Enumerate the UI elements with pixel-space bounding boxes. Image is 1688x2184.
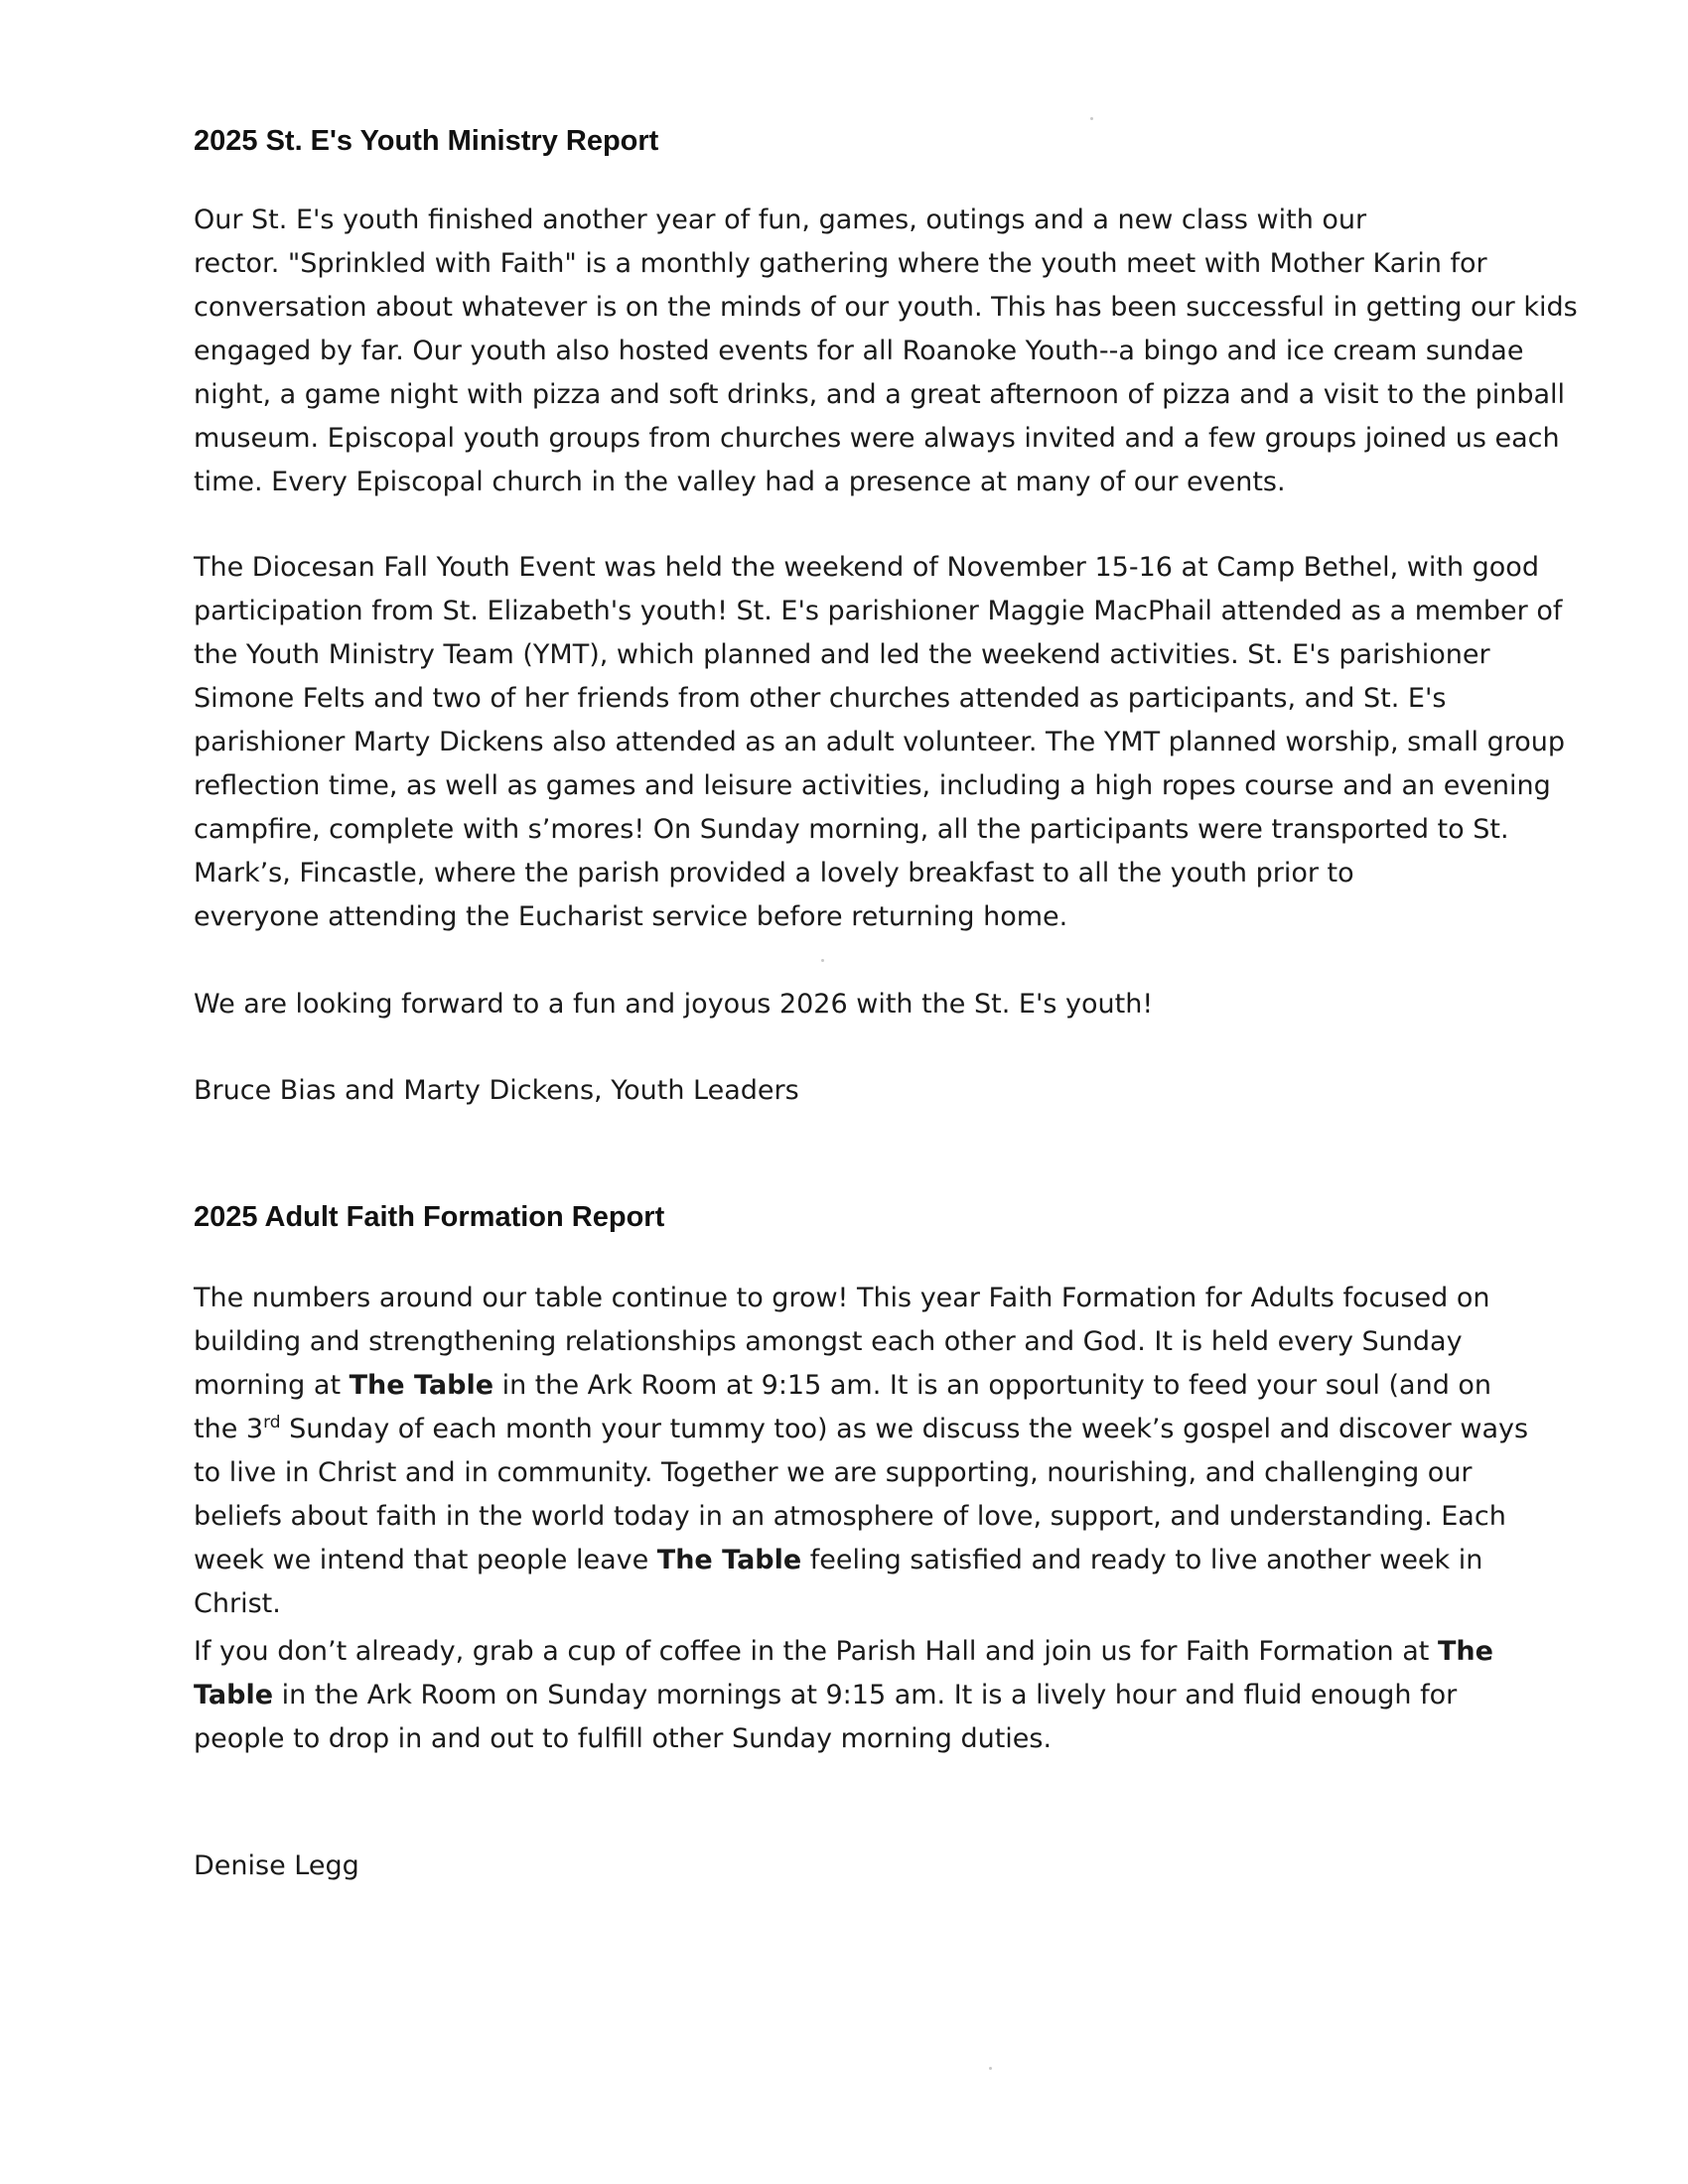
youth-p1-line-6: museum. Episcopal youth groups from churches were always invited and a few groups joined us each xyxy=(194,423,1560,454)
youth-p2-line-1: The Diocesan Fall Youth Event was held the weekend of November 15-16 at Camp Bethel, with good xyxy=(194,552,1539,583)
the-table-emphasis: The xyxy=(1437,1636,1493,1667)
youth-report-title-block xyxy=(194,121,1574,161)
youth-p2-line-7: campfire, complete with s’mores! On Sunday morning, all the participants were transported to St. xyxy=(194,814,1509,845)
youth-report-paragraph-1 xyxy=(194,199,1578,504)
the-table-emphasis: The Table xyxy=(656,1545,802,1575)
youth-p1-line-1: Our St. E's youth finished another year of fun, games, outings and a new class with our xyxy=(194,205,1367,235)
adult-paragraph-1-text xyxy=(194,1277,1574,1626)
adult-paragraph-2-text xyxy=(194,1630,1574,1761)
youth-p2-line-6: reflection time, as well as games and leisure activities, including a high ropes course and an evening xyxy=(194,770,1551,801)
adult-p2-line-3: people to drop in and out to fulfill other Sunday morning duties. xyxy=(194,1723,1053,1754)
adult-p1-line-6: beliefs about faith in the world today in an atmosphere of love, support, and understanding. Each xyxy=(194,1501,1506,1532)
youth-p2-line-4: Simone Felts and two of her friends from other churches attended as participants, and St. E's xyxy=(194,683,1447,714)
youth-p1-line-5: night, a game night with pizza and soft drinks, and a great afternoon of pizza and a visit to the pinball xyxy=(194,379,1566,410)
adult-p1-line-7: week we intend that people leave The Table feeling satisfied and ready to live another week in xyxy=(194,1545,1483,1575)
youth-p2-line-9: everyone attending the Eucharist service before returning home. xyxy=(194,901,1068,932)
adult-p2-line-1: If you don’t already, grab a cup of coffee in the Parish Hall and join us for Faith Formation at The xyxy=(194,1636,1493,1667)
adult-p2-line-2: Table in the Ark Room on Sunday mornings at 9:15 am. It is a lively hour and fluid enough for xyxy=(194,1680,1458,1710)
youth-p2-line-2: participation from St. Elizabeth's youth! St. E's parishioner Maggie MacPhail attended as a member of xyxy=(194,596,1563,626)
youth-p1-line-2: rector. "Sprinkled with Faith" is a monthly gathering where the youth meet with Mother Karin for xyxy=(194,248,1487,279)
ordinal-superscript: rd xyxy=(263,1413,281,1433)
scan-speck xyxy=(1090,117,1093,120)
adult-p1-line-4: the 3rd Sunday of each month your tummy too) as we discuss the week’s gospel and discover ways xyxy=(194,1413,1529,1444)
adult-p1-line-1: The numbers around our table continue to grow! This year Faith Formation for Adults focused on xyxy=(194,1283,1490,1313)
youth-paragraph-2-text xyxy=(194,546,1574,939)
youth-report-signature-block xyxy=(194,1069,1574,1113)
youth-p1-line-3: conversation about whatever is on the minds of our youth. This has been successful in getting our kids xyxy=(194,292,1578,323)
youth-paragraph-1-text xyxy=(194,199,1578,504)
adult-p1-line-2: building and strengthening relationships amongst each other and God. It is held every Sunday xyxy=(194,1326,1463,1357)
youth-report-title: 2025 St. E's Youth Ministry Report xyxy=(194,125,659,157)
youth-report-signature: Bruce Bias and Marty Dickens, Youth Leaders xyxy=(194,1075,799,1106)
adult-report-signature: Denise Legg xyxy=(194,1850,359,1881)
adult-p1-line-3: morning at The Table in the Ark Room at 9:15 am. It is an opportunity to feed your soul (and on xyxy=(194,1370,1492,1401)
youth-report-paragraph-2 xyxy=(194,546,1574,939)
adult-report-title: 2025 Adult Faith Formation Report xyxy=(194,1201,665,1233)
youth-closing-line: We are looking forward to a fun and joyous 2026 with the St. E's youth! xyxy=(194,989,1154,1020)
youth-p2-line-8: Mark’s, Fincastle, where the parish provided a lovely breakfast to all the youth prior to xyxy=(194,858,1354,888)
youth-report-paragraph-3 xyxy=(194,983,1574,1026)
youth-p2-line-3: the Youth Ministry Team (YMT), which planned and led the weekend activities. St. E's parishioner xyxy=(194,639,1490,670)
the-table-emphasis: Table xyxy=(194,1680,274,1710)
youth-p1-line-4: engaged by far. Our youth also hosted events for all Roanoke Youth--a bingo and ice cream sundae xyxy=(194,336,1524,366)
scan-speck xyxy=(989,2067,992,2070)
adult-p1-line-5: to live in Christ and in community. Together we are supporting, nourishing, and challenging our xyxy=(194,1457,1473,1488)
youth-p2-line-5: parishioner Marty Dickens also attended as an adult volunteer. The YMT planned worship, small group xyxy=(194,727,1566,757)
adult-report-paragraph-2 xyxy=(194,1630,1574,1761)
adult-report-signature-block xyxy=(194,1844,1574,1888)
adult-report-paragraph-1 xyxy=(194,1277,1574,1626)
adult-report-title-block xyxy=(194,1197,1574,1237)
adult-p1-line-8: Christ. xyxy=(194,1588,281,1619)
the-table-emphasis: The Table xyxy=(349,1370,494,1401)
scan-speck xyxy=(821,959,824,962)
youth-p1-line-7: time. Every Episcopal church in the valley had a presence at many of our events. xyxy=(194,467,1286,497)
